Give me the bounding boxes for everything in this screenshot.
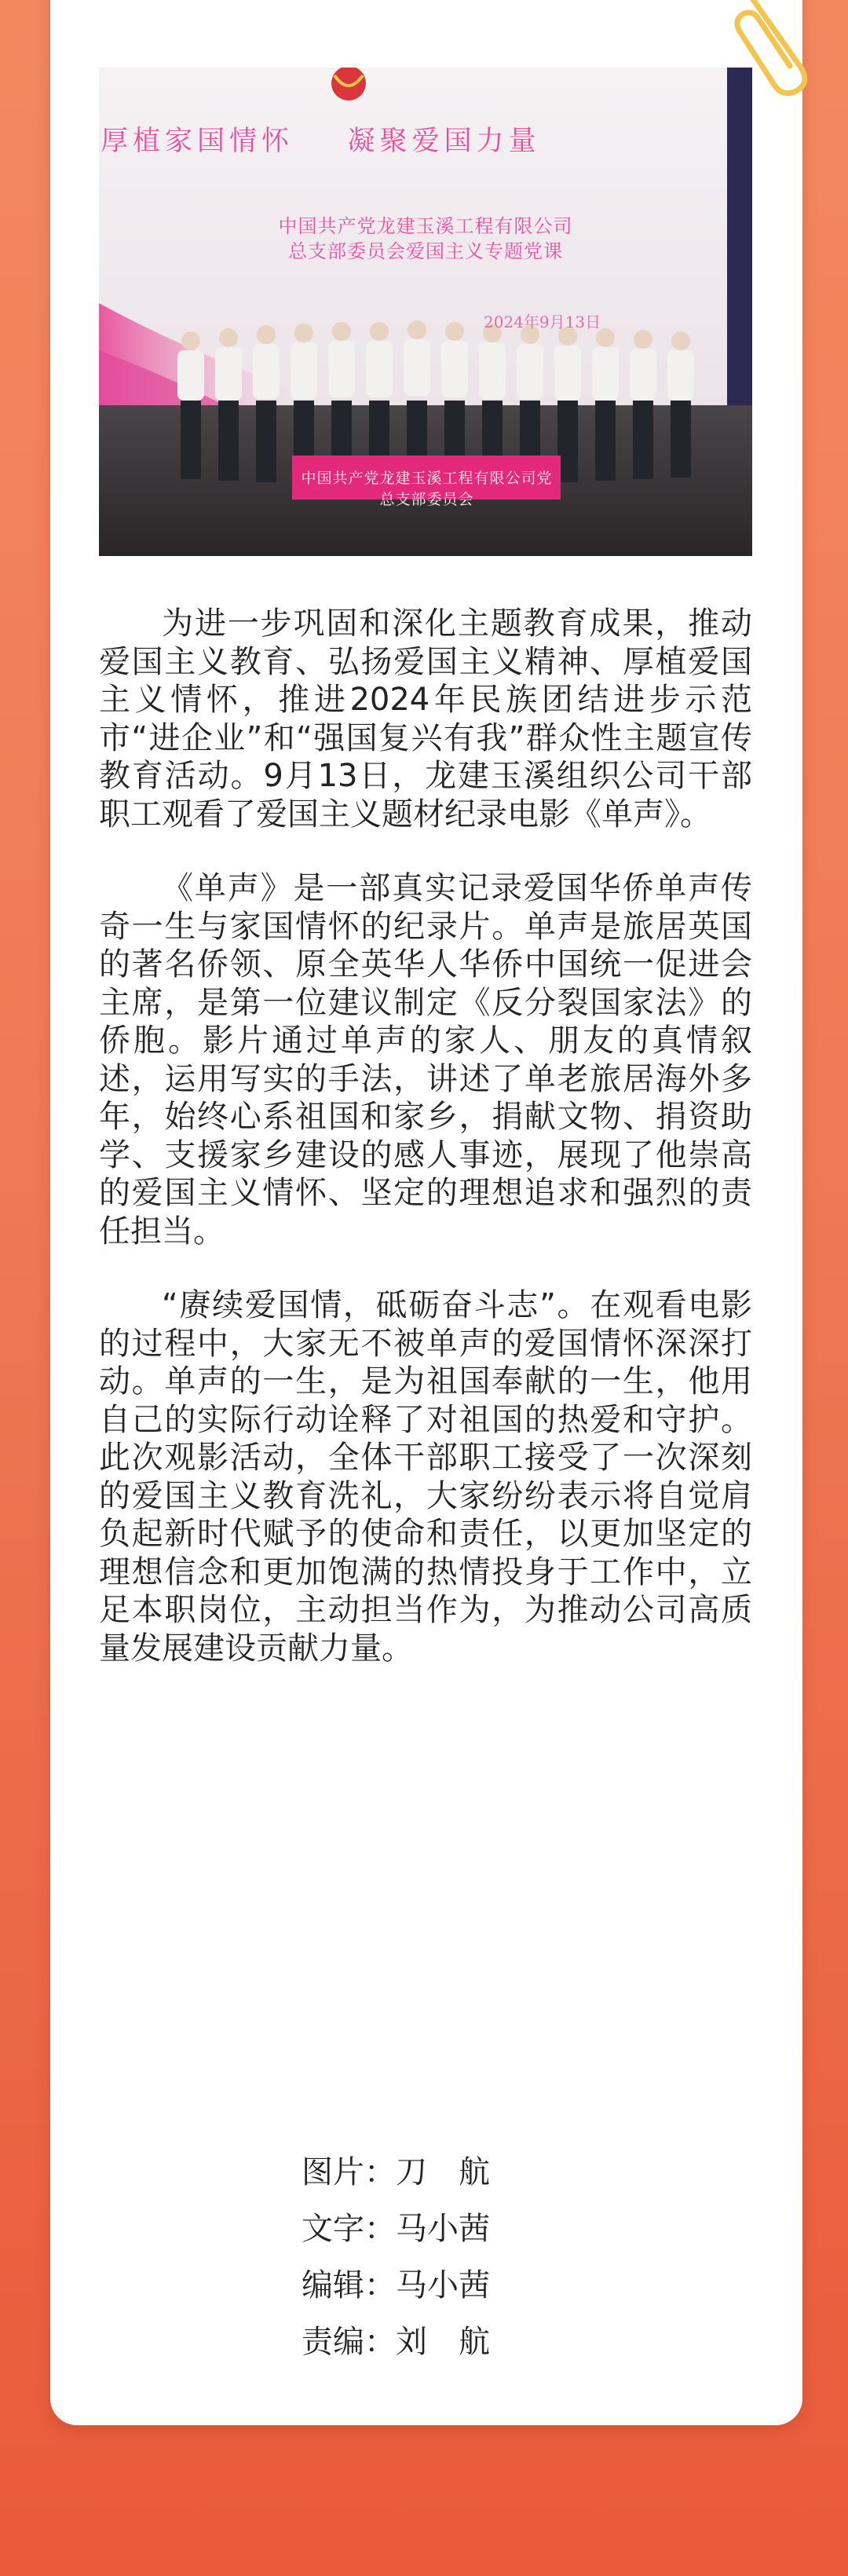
credit-chief-editor: 责编：刘 航 <box>302 2324 490 2360</box>
credit-editor: 编辑：马小茜 <box>302 2267 490 2303</box>
article-body <box>99 605 752 1703</box>
photo-banner: 中国共产党龙建玉溪工程有限公司党总支部委员会 <box>301 470 553 508</box>
article-paragraph-1: 为进一步巩固和深化主题教育成果，推动爱国主义教育、弘扬爱国主义精神、厚植爱国主义情怀，推进2024年民族团结进步示范市“进企业”和“强国复兴有我”群众性主题宣传教育活动。9月13日，龙建玉溪组织公司干部职工观看了爱国主义题材纪录电影《单声》。 <box>99 606 752 832</box>
article-paragraph-3: “赓续爱国情，砥砺奋斗志”。在观看电影的过程中，大家无不被单声的爱国情怀深深打动。单声的一生，是为祖国奉献的一生，他用自己的实际行动诠释了对祖国的热爱和守护。此次观影活动，全体干部职工接受了一次深刻的爱国主义教育洗礼，大家纷纷表示将自觉肩负起新时代赋予的使命和责任，以更加坚定的理想信念和更加饱满的热情投身于工作中，立足本职岗位，主动担当作为，为推动公司高质量发展建设贡献力量。 <box>99 1287 752 1667</box>
event-photo <box>99 68 752 556</box>
photo-org-line-2: 总支部委员会爱国主义专题党课 <box>288 240 563 262</box>
photo-date: 2024年9月13日 <box>484 313 601 331</box>
credit-photo: 图片：刀 航 <box>302 2154 490 2190</box>
photo-slogan: 厚植家国情怀 凝聚爱国力量 <box>101 126 541 157</box>
article-paragraph-2: 《单声》是一部真实记录爱国华侨单声传奇一生与家国情怀的纪录片。单声是旅居英国的著名侨领、原全英华人华侨中国统一促进会主席，是第一位建议制定《反分裂国家法》的侨胞。影片通过单声的家人、朋友的真情叙述，运用写实的手法，讲述了单老旅居海外多年，始终心系祖国和家乡，捐献文物、捐资助学、支援家乡建设的感人事迹，展现了他崇高的爱国主义情怀、坚定的理想追求和强烈的责任担当。 <box>99 870 752 1250</box>
photo-org-line-1: 中国共产党龙建玉溪工程有限公司 <box>278 215 573 237</box>
credits <box>302 2144 490 2370</box>
credit-text: 文字：马小茜 <box>302 2211 490 2247</box>
